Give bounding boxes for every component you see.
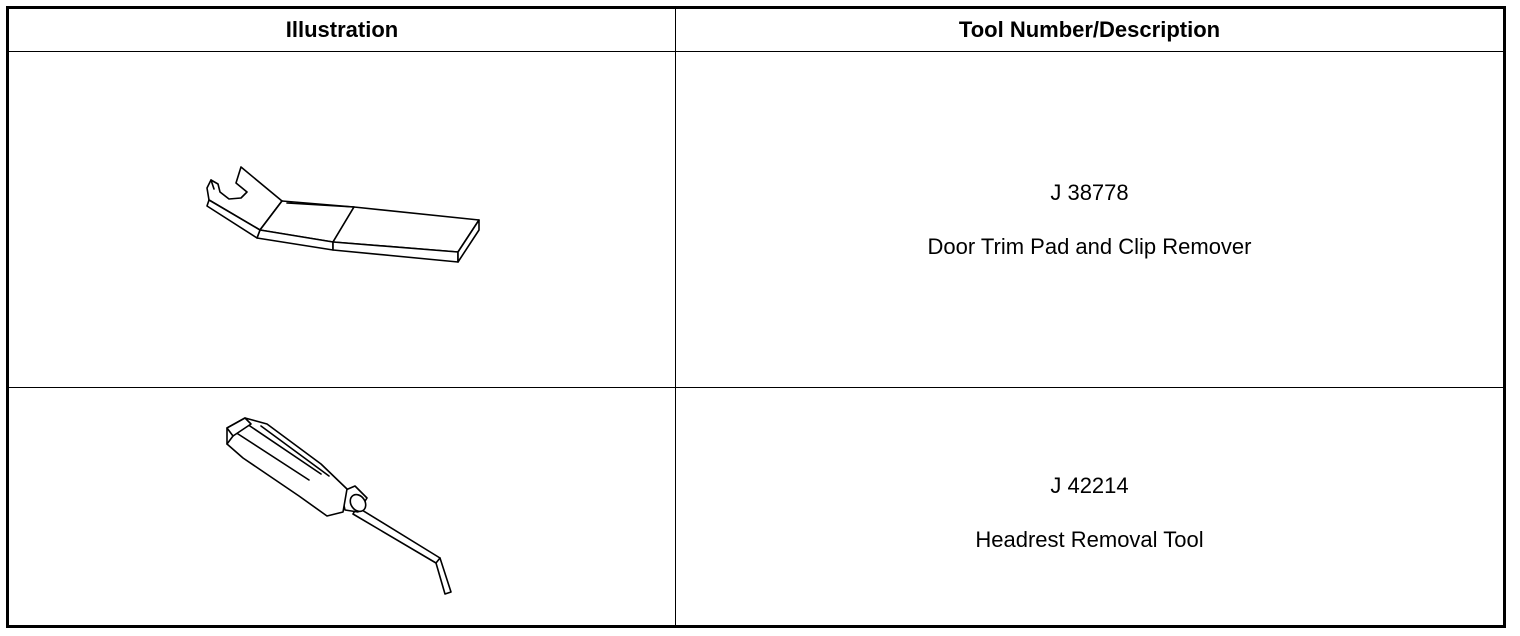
tool-description-cell xyxy=(676,388,1503,625)
header-tool-description: Tool Number/Description xyxy=(958,17,1221,42)
tool-description xyxy=(676,180,1503,260)
tool-table xyxy=(6,6,1506,628)
tool-description-cell xyxy=(676,52,1503,387)
table-row xyxy=(9,388,1503,625)
tool-number: J 42214 xyxy=(1050,473,1129,498)
tool-name: Door Trim Pad and Clip Remover xyxy=(927,234,1252,259)
door-trim-pad-clip-remover-illustration xyxy=(9,52,676,387)
illustration-cell xyxy=(9,388,676,625)
headrest-removal-tool-illustration xyxy=(9,388,676,628)
header-illustration: Illustration xyxy=(9,9,676,51)
tool-description xyxy=(676,473,1503,553)
tool-name: Headrest Removal Tool xyxy=(975,527,1204,552)
table-row xyxy=(9,52,1503,388)
tool-number: J 38778 xyxy=(1050,180,1129,205)
table-header-row xyxy=(9,9,1503,52)
illustration-cell xyxy=(9,52,676,387)
